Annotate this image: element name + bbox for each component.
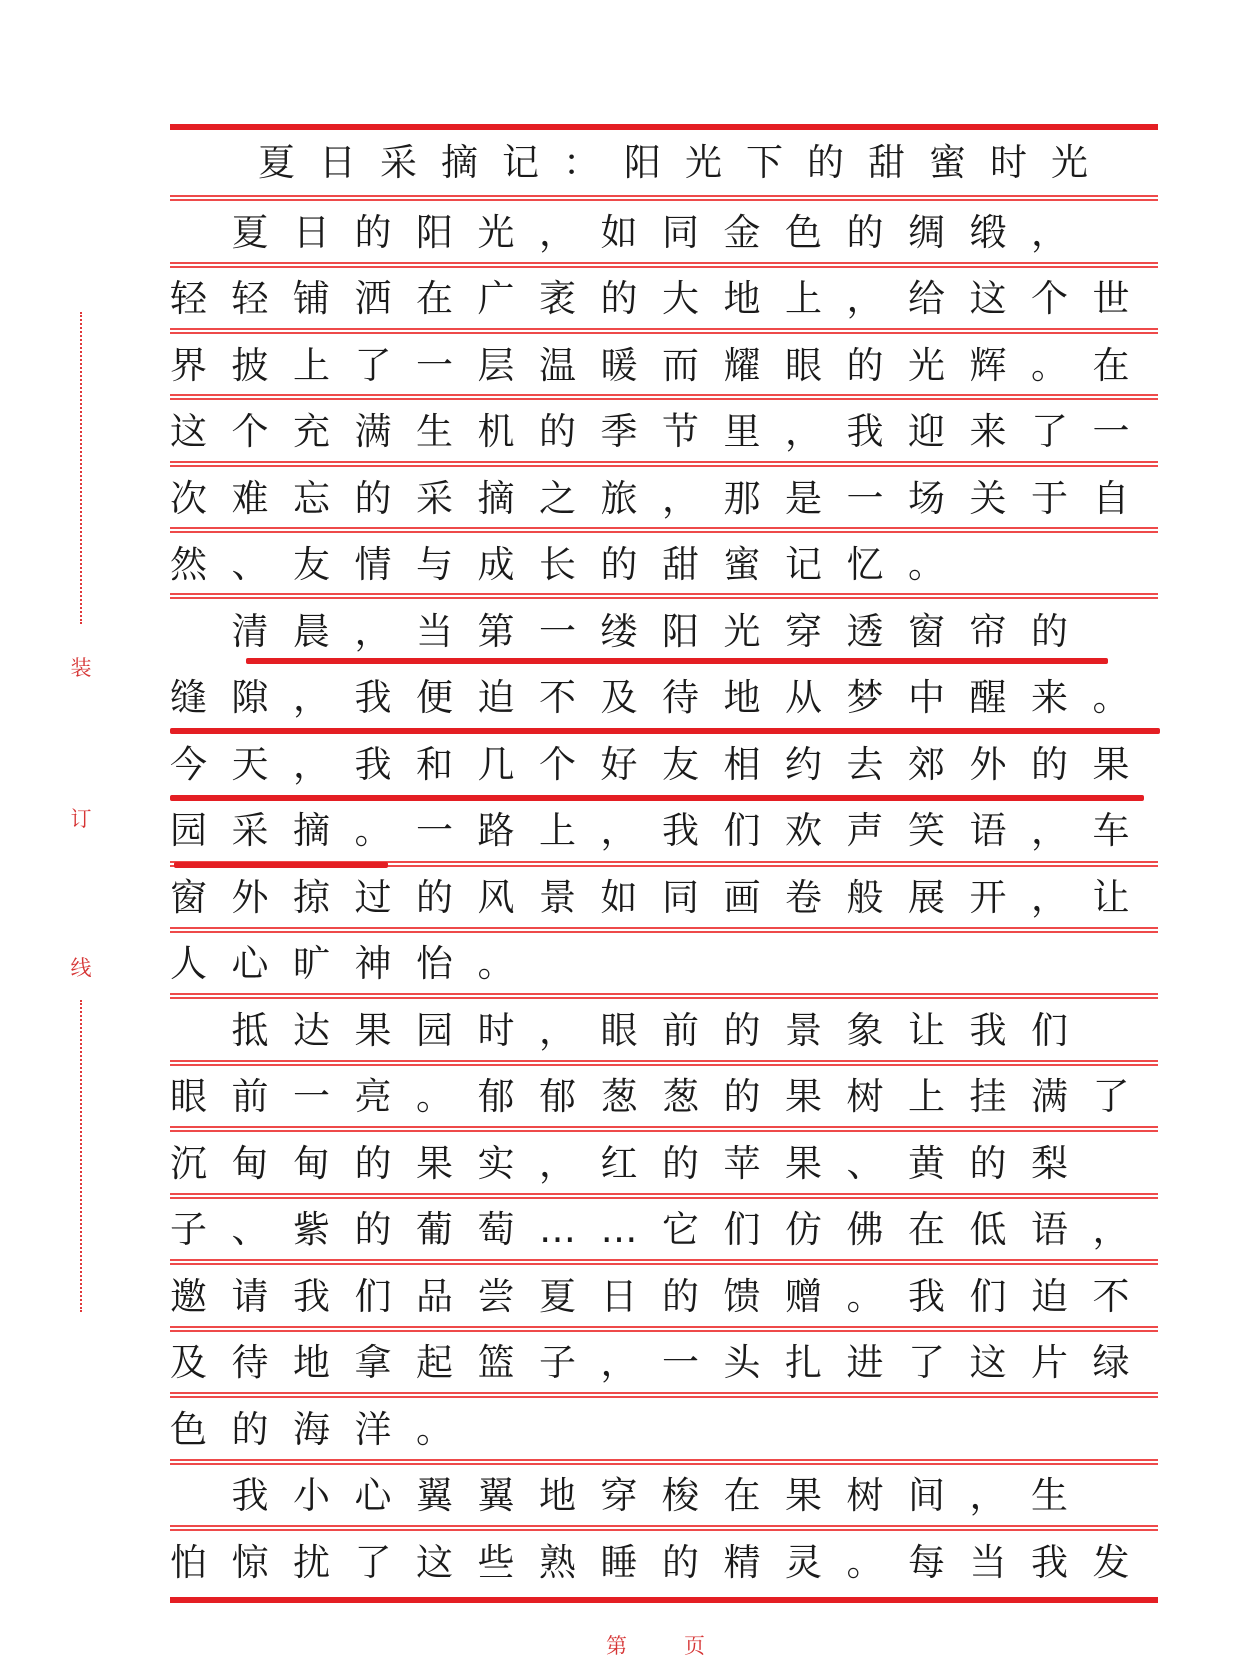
essay-line: 今天，我和几个好友相约去郊外的果 — [170, 743, 1154, 786]
essay-line: 邀请我们品尝夏日的馈赠。我们迫不 — [170, 1275, 1154, 1318]
essay-line: 我小心翼翼地穿梭在果树间，生 — [170, 1474, 1093, 1517]
binding-label-zhuang: 装 — [70, 656, 92, 680]
red-underline-mark — [246, 658, 1108, 664]
essay-line: 这个充满生机的季节里，我迎来了一 — [170, 410, 1154, 453]
page-number-suffix: 页 — [684, 1634, 705, 1658]
top-border-rule — [170, 124, 1158, 130]
row-rule — [170, 461, 1158, 467]
binding-label-ding: 订 — [70, 807, 92, 831]
binding-label-xian: 线 — [70, 956, 92, 980]
row-rule — [170, 927, 1158, 933]
row-rule — [170, 1259, 1158, 1265]
essay-line: 轻轻铺洒在广袤的大地上，给这个世 — [170, 277, 1154, 320]
essay-line: 眼前一亮。郁郁葱葱的果树上挂满了 — [170, 1075, 1154, 1118]
row-rule — [170, 1126, 1158, 1132]
essay-line: 窗外掠过的风景如同画卷般展开，让 — [170, 876, 1154, 919]
row-rule — [170, 1326, 1158, 1332]
essay-line: 界披上了一层温暖而耀眼的光辉。在 — [170, 344, 1154, 387]
binding-dotted-line-top — [80, 312, 82, 624]
row-rule — [170, 394, 1158, 400]
essay-line: 怕惊扰了这些熟睡的精灵。每当我发 — [170, 1541, 1154, 1584]
essay-line: 夏日的阳光，如同金色的绸缎， — [170, 211, 1093, 254]
essay-line: 人心旷神怡。 — [170, 942, 539, 985]
essay-line: 子、紫的葡萄……它们仿佛在低语， — [170, 1208, 1154, 1251]
essay-line: 次难忘的采摘之旅，那是一场关于自 — [170, 477, 1154, 520]
essay-line: 及待地拿起篮子，一头扎进了这片绿 — [170, 1341, 1154, 1384]
essay-line: 沉甸甸的果实，红的苹果、黄的梨 — [170, 1142, 1093, 1185]
red-underline-mark — [174, 862, 388, 868]
red-underline-mark — [170, 795, 1144, 801]
row-rule — [170, 527, 1158, 533]
row-rule — [170, 593, 1158, 599]
essay-title: 夏日采摘记：阳光下的甜蜜时光 — [258, 141, 1112, 184]
row-rule — [170, 1459, 1158, 1465]
bottom-border-rule — [170, 1597, 1158, 1603]
essay-line: 然、友情与成长的甜蜜记忆。 — [170, 543, 970, 586]
page-number-prefix: 第 — [606, 1634, 627, 1658]
row-rule — [170, 1060, 1158, 1066]
row-rule — [170, 262, 1158, 268]
essay-line: 清晨，当第一缕阳光穿透窗帘的 — [170, 610, 1093, 653]
row-rule — [170, 328, 1158, 334]
row-rule — [170, 195, 1158, 201]
binding-dotted-line-bottom — [80, 1000, 82, 1312]
row-rule — [170, 1392, 1158, 1398]
row-rule — [170, 1193, 1158, 1199]
essay-line: 缝隙，我便迫不及待地从梦中醒来。 — [170, 676, 1154, 719]
red-underline-mark — [170, 728, 1160, 734]
row-rule — [170, 993, 1158, 999]
row-rule — [170, 1525, 1158, 1531]
essay-line: 园采摘。一路上，我们欢声笑语，车 — [170, 809, 1154, 852]
essay-line: 抵达果园时，眼前的景象让我们 — [170, 1009, 1093, 1052]
essay-line: 色的海洋。 — [170, 1408, 478, 1451]
